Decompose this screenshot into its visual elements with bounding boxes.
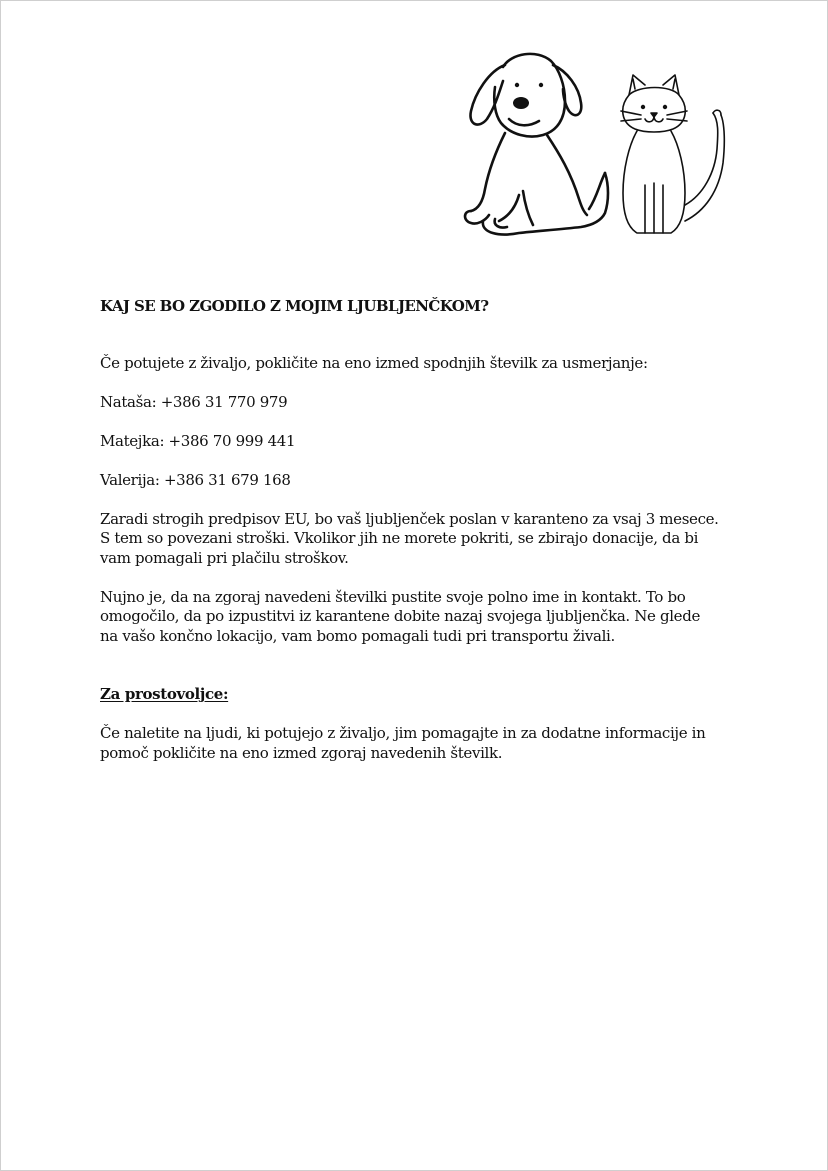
contact-natasa: Nataša: +386 31 770 979 (100, 392, 288, 411)
volunteers-heading: Za prostovoljce: (100, 685, 229, 704)
page-title: KAJ SE BO ZGODILO Z MOJIM LJUBLJENČKOM? (100, 297, 489, 315)
document-body (100, 297, 720, 764)
volunteers-paragraph: Če naletite na ljudi, ki potujejo z živaljo, jim pomagajte in za dodatne informacije in pomoč pokličite na eno izmed zgoraj navedenih številk. (100, 724, 706, 763)
dog-and-cat-drawing-icon (459, 45, 735, 241)
contact-valerija: Valerija: +386 31 679 168 (100, 470, 291, 489)
cat-icon (621, 75, 724, 233)
intro-paragraph: Če potujete z živaljo, pokličite na eno izmed spodnjih številk za usmerjanje: (100, 353, 648, 372)
contact-matejka: Matejka: +386 70 999 441 (100, 431, 296, 450)
contact-info-paragraph: Nujno je, da na zgoraj navedeni številki pustite svoje polno ime in kontakt. To bo omogočilo, da po izpustitvi iz karantene dobite nazaj svojega ljubljenčka. Ne glede na vašo končno lokacijo, vam bomo pomagali tudi pri transportu živali. (100, 587, 700, 645)
dog-icon (465, 54, 608, 235)
quarantine-paragraph: Zaradi strogih predpisov EU, bo vaš ljubljenček poslan v karanteno za vsaj 3 mesece. S tem so povezani stroški. Vkolikor jih ne morete pokriti, se zbirajo donacije, da bi vam pomagali pri plačilu stroškov. (100, 509, 719, 567)
